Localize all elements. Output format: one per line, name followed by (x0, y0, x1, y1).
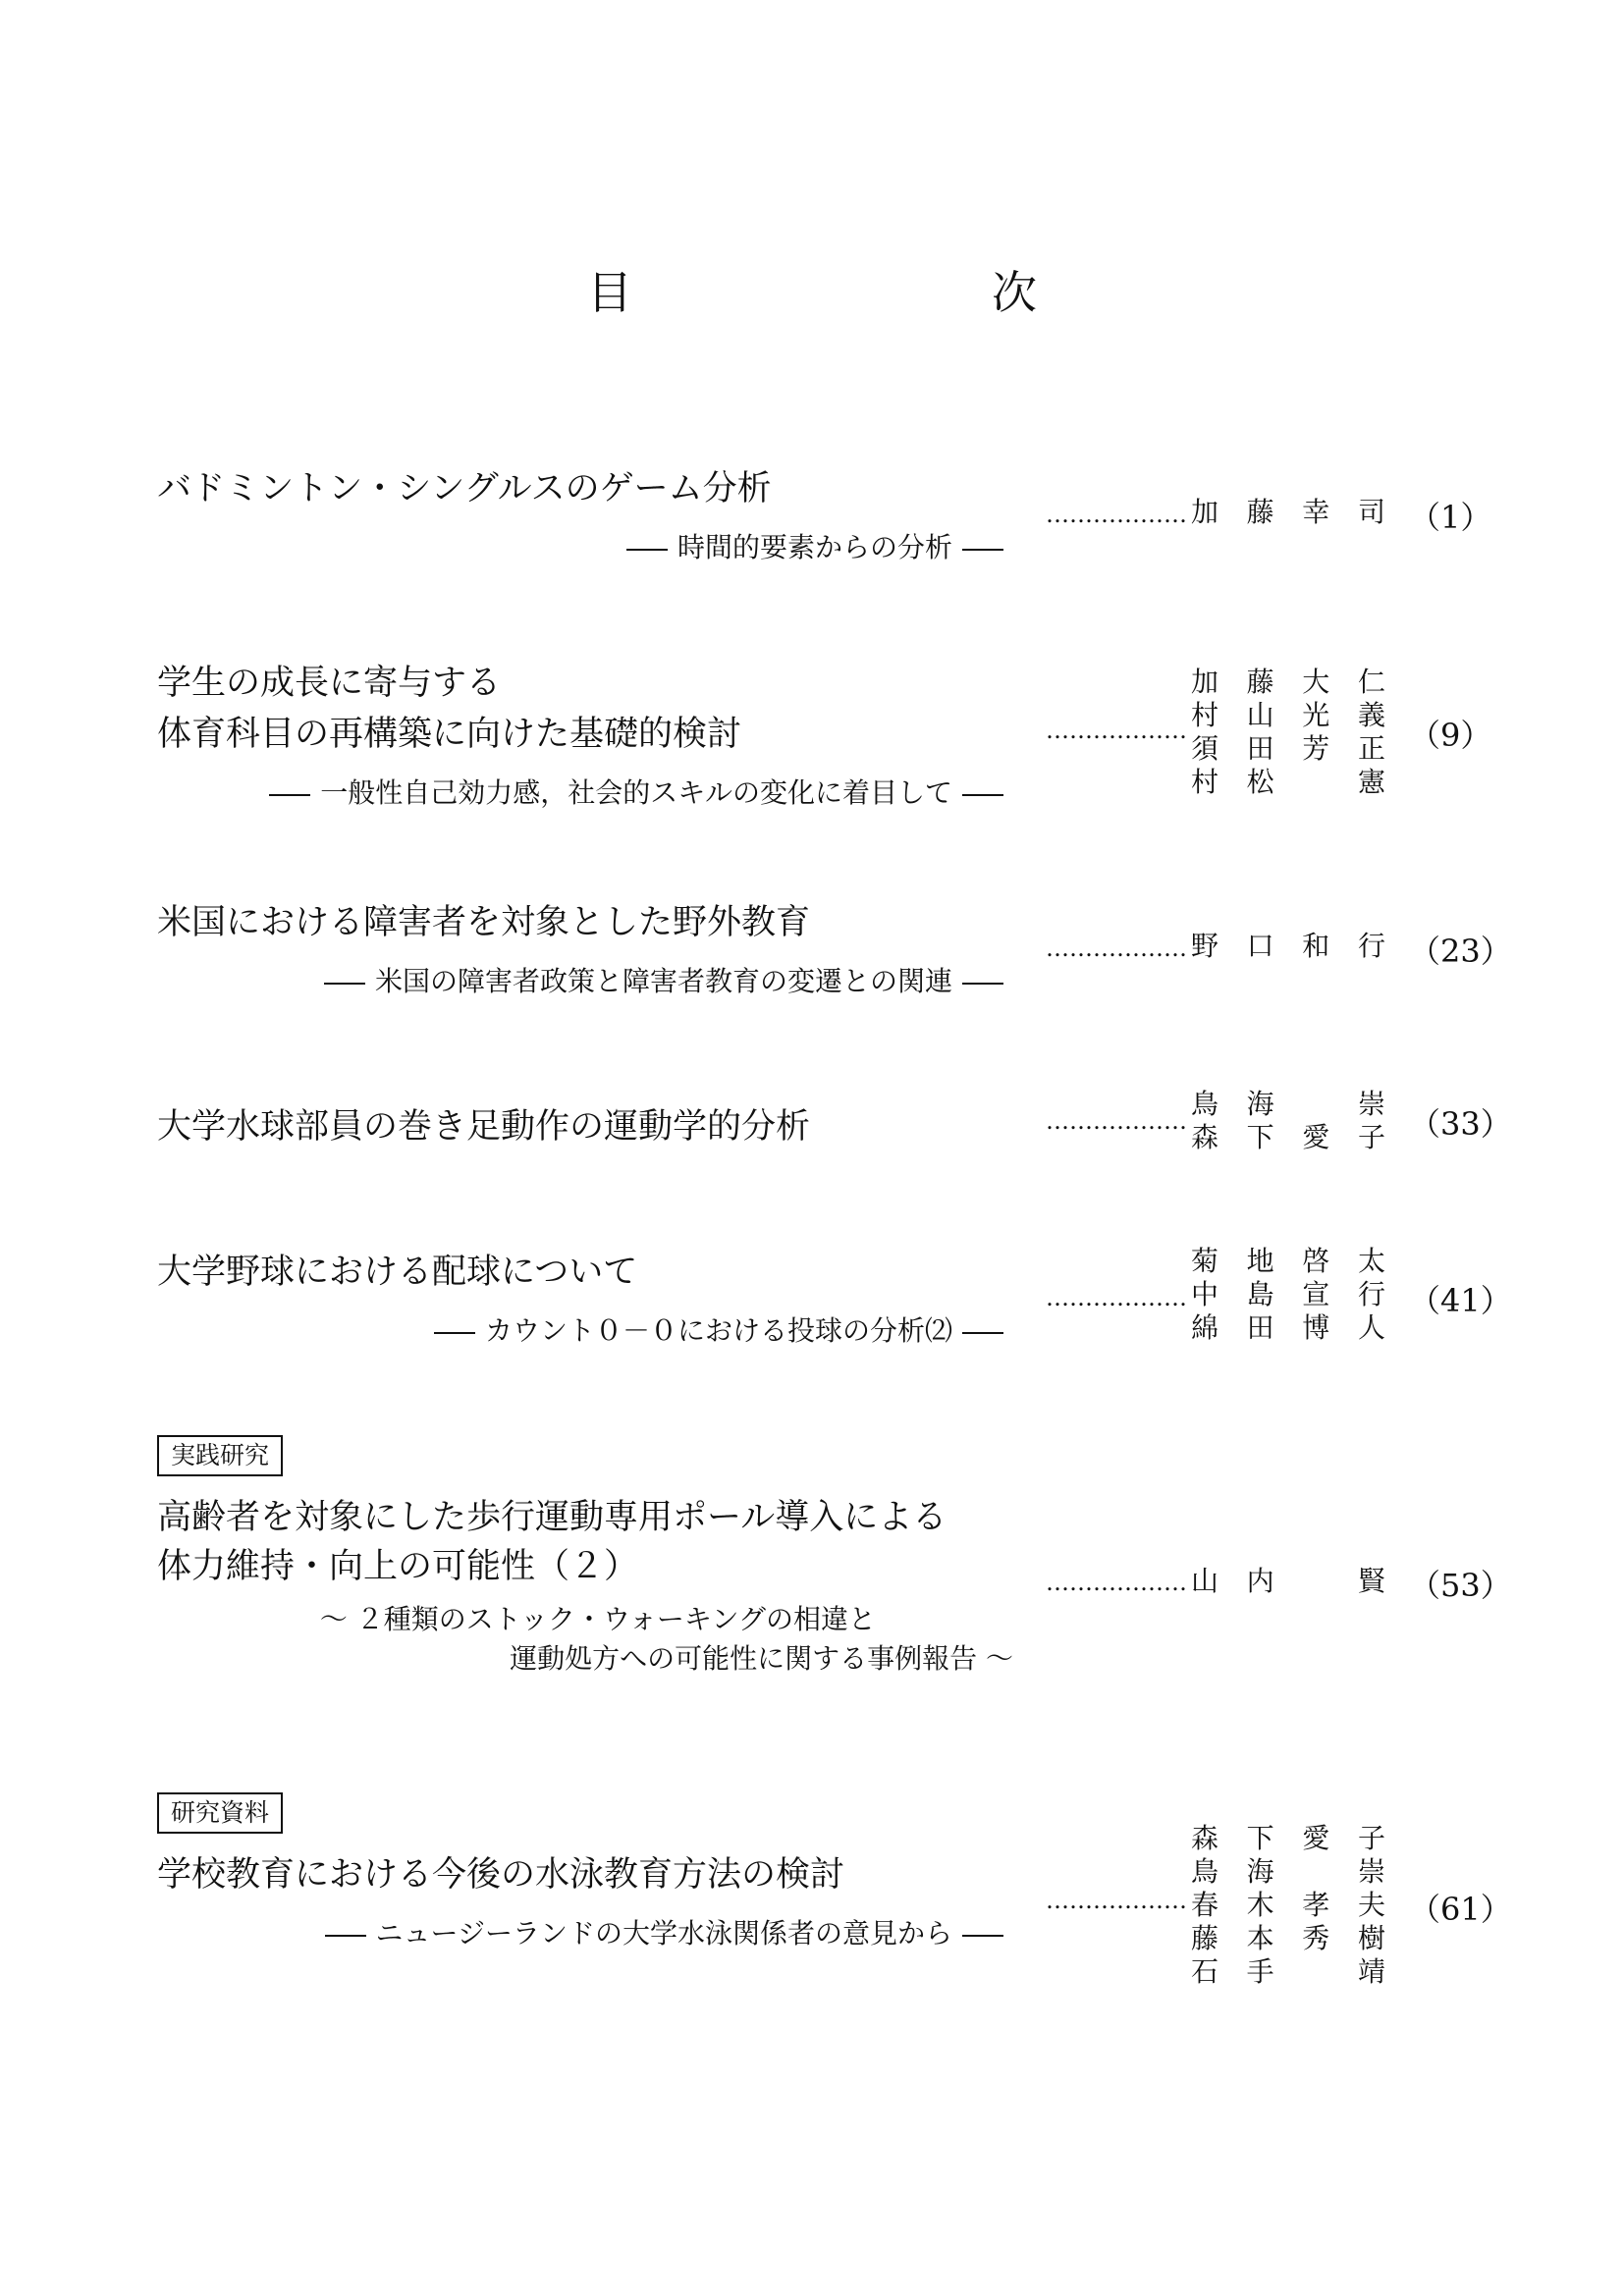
em-dash-icon (962, 1935, 1003, 1937)
leader-dots: ……………… (1046, 501, 1187, 528)
author: 石 手 靖 (1190, 1955, 1385, 1988)
entry-title: 大学水球部員の巻き足動作の運動学的分析 (157, 1107, 811, 1147)
entry-subtitle: 一般性自己効力感，社会的スキルの変化に着目して (259, 772, 1013, 811)
author-list (1190, 1245, 1386, 1345)
page-number: （41） (1409, 1282, 1512, 1319)
leader-dots: ……………… (1046, 1284, 1187, 1311)
leader-dots: ……………… (1046, 1887, 1187, 1914)
em-dash-icon (324, 983, 365, 985)
author-list (1190, 1088, 1386, 1154)
entry-title-line-1: 学生の成長に寄与する (157, 664, 502, 703)
author: 鳥 海 崇 (1190, 1088, 1385, 1120)
entry-title: 大学野球における配球について (157, 1253, 638, 1292)
leader-dots: ……………… (1046, 1107, 1187, 1135)
author: 綿 田 博 人 (1190, 1311, 1385, 1344)
subtitle-line: 運動処方への可能性に関する事例報告 ～ (510, 1642, 1013, 1675)
entry-title: 米国における障害者を対象とした野外教育 (157, 903, 811, 942)
entry-title-line-1: 高齢者を対象にした歩行運動専用ポール導入による (157, 1498, 947, 1537)
author: 野 口 和 行 (1190, 930, 1385, 962)
entry-title: 学校教育における今後の水泳教育方法の検討 (157, 1855, 845, 1895)
entry-title-line-2: 体育科目の再構築に向けた基礎的検討 (157, 715, 742, 754)
em-dash-icon (434, 1332, 475, 1334)
author: 加 藤 大 仁 (1190, 666, 1385, 698)
em-dash-icon (962, 794, 1003, 796)
leader-dots: ……………… (1046, 717, 1187, 744)
page-number: （61） (1409, 1891, 1512, 1928)
em-dash-icon (626, 549, 668, 551)
page-number: （1） (1409, 499, 1492, 536)
em-dash-icon (269, 794, 310, 796)
author: 村 山 光 義 (1190, 699, 1385, 731)
leader-dots: ……………… (1046, 1569, 1187, 1596)
em-dash-icon (962, 983, 1003, 985)
entry-title-line-2: 体力維持・向上の可能性（２） (157, 1547, 639, 1586)
author-list (1190, 930, 1386, 963)
author: 加 藤 幸 司 (1190, 496, 1385, 528)
author-list (1190, 1822, 1386, 1989)
author: 山 内 賢 (1190, 1565, 1385, 1597)
author: 須 田 芳 正 (1190, 732, 1385, 765)
page-title: 目 次 (587, 266, 1194, 319)
page-number: （53） (1409, 1567, 1512, 1604)
entry-subtitle: ニュージーランドの大学水泳関係者の意見から (315, 1912, 1013, 1951)
entry-title: バドミントン・シングルスのゲーム分析 (157, 469, 772, 508)
entry-subtitle: カウント０－０における投球の分析⑵ (424, 1309, 1013, 1349)
entry-subtitle: 時間的要素からの分析 (617, 526, 1013, 565)
author: 鳥 海 崇 (1190, 1855, 1385, 1888)
page-number: （33） (1409, 1105, 1512, 1143)
author-list (1190, 496, 1386, 529)
entry-subtitle: 米国の障害者政策と障害者教育の変遷との関連 (314, 960, 1013, 999)
em-dash-icon (325, 1935, 366, 1937)
leader-dots: ……………… (1046, 934, 1187, 962)
category-badge: 実践研究 (157, 1435, 283, 1476)
entry-subtitle (320, 1600, 1013, 1679)
author: 菊 地 啓 太 (1190, 1245, 1385, 1277)
author: 村 松 憲 (1190, 766, 1385, 798)
author: 森 下 愛 子 (1190, 1121, 1385, 1153)
em-dash-icon (962, 549, 1003, 551)
page-number: （23） (1409, 933, 1512, 970)
author: 藤 本 秀 樹 (1190, 1922, 1385, 1954)
author: 中 島 宣 行 (1190, 1278, 1385, 1310)
author-list (1190, 666, 1386, 799)
em-dash-icon (962, 1332, 1003, 1334)
category-badge: 研究資料 (157, 1792, 283, 1834)
subtitle-line: ～ ２種類のストック・ウォーキングの相違と (319, 1603, 876, 1635)
author-list (1190, 1565, 1386, 1598)
author: 春 木 孝 夫 (1190, 1889, 1385, 1921)
page-number: （9） (1409, 717, 1492, 754)
author: 森 下 愛 子 (1190, 1822, 1385, 1854)
